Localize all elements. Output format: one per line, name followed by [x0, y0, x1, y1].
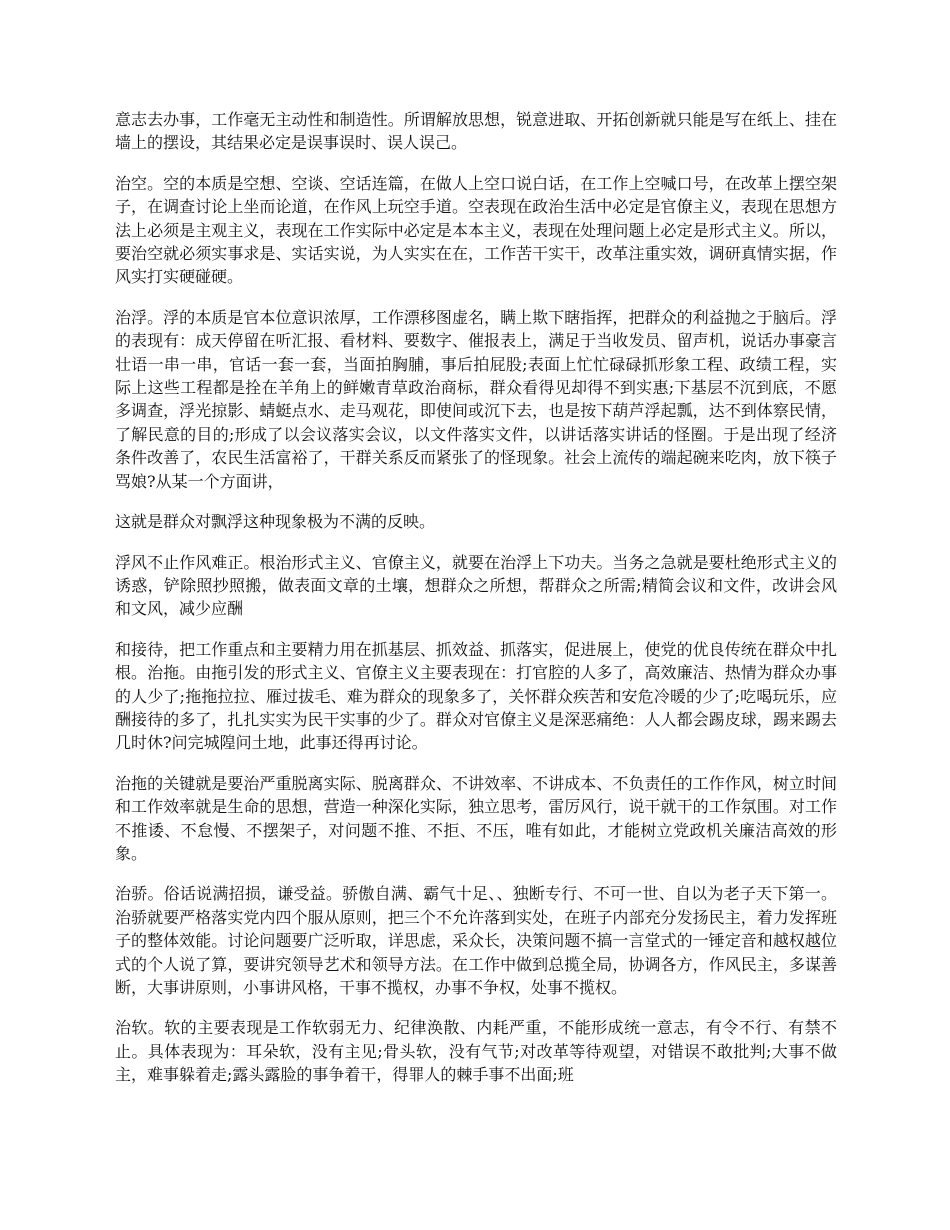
document-body — [115, 108, 837, 1104]
paragraph-treat-emptiness: 治空。空的本质是空想、空谈、空话连篇，在做人上空口说白话，在工作上空喊口号，在改革上摆空架子，在调查讨论上坐而论道，在作风上玩空手道。空表现在政治生活中必定是官僚主义，表现在思想方法上必须是主观主义，表现在工作实际中必定是本本主义，表现在处理问题上必定是形式主义。所以，要治空就必须实事求是、实话实说，为人实实在在，工作苦干实干，改革注重实效，调研真情实据，作风实打实硬碰硬。 — [115, 173, 837, 287]
paragraph-treat-delay: 和接待，把工作重点和主要精力用在抓基层、抓效益、抓落实，促进展上，使党的优良传统在群众中扎根。治拖。由拖引发的形式主义、官僚主义主要表现在：打官腔的人多了，高效廉洁、热情为群众办事的人少了;拖拖拉拉、雁过拔毛、难为群众的现象多了，关怀群众疾苦和安危冷暖的少了;吃喝玩乐，应酬接待的多了，扎扎实实为民干实事的少了。群众对官僚主义是深恶痛绝：人人都会踢皮球，踢来踢去几时休?问完城隍问土地，此事还得再讨论。 — [115, 639, 837, 753]
paragraph-will-initiative: 意志去办事，工作毫无主动性和制造性。所谓解放思想，锐意进取、开拓创新就只能是写在纸上、挂在墙上的摆设，其结果必定是误事误时、误人误己。 — [115, 110, 837, 153]
paragraph-delay-key: 治拖的关键就是要治严重脱离实际、脱离群众、不讲效率、不讲成本、不负责任的工作作风，树立时间和工作效率就是生命的思想，营造一种深化实际，独立思考，雷厉风行，说干就干的工作氛围。对工作不推诿、不怠慢、不摆架子，对问题不推、不拒、不压，唯有如此，才能树立党政机关廉洁高效的形象。 — [115, 773, 837, 863]
paragraph-floating-style: 浮风不止作风难正。根治形式主义、官僚主义，就要在治浮上下功夫。当务之急就是要杜绝形式主义的诱惑，铲除照抄照搬，做表面文章的土壤，想群众之所想，帮群众之所需;精简会议和文件，改讲会风和文风，减少应酬 — [115, 552, 837, 619]
paragraph-treat-arrogance: 治骄。俗话说满招损，谦受益。骄傲自满、霸气十足、、独断专行、不可一世、自以为老子天下第一。治骄就要严格落实党内四个服从原则，把三个不允许落到实处，在班子内部充分发扬民主，着力发挥班子的整体效能。讨论问题要广泛听取，详思虑，采众长，决策问题不搞一言堂式的一锤定音和越权越位式的个人说了算，要讲究领导艺术和领导方法。在工作中做到总揽全局，协调各方，作风民主，多谋善断，大事讲原则，小事讲风格，干事不揽权，办事不争权，处事不揽权。 — [115, 884, 837, 997]
paragraph-treat-superficiality: 治浮。浮的本质是官本位意识浓厚，工作漂移图虚名，瞒上欺下瞎指挥，把群众的利益抛之于脑后。浮的表现有：成天停留在听汇报、看材料、要数字、催报表上，满足于当收发员、留声机，说话办事豪言壮语一串一串，官话一套一套，当面拍胸脯，事后拍屁股;表面上忙忙碌碌抓形象工程、政绩工程，实际上这些工程都是拴在羊角上的鲜嫩青草政治商标，群众看得见却得不到实惠;下基层不沉到底，不愿多调查，浮光掠影、蜻蜓点水、走马观花，即使间或沉下去，也是按下葫芦浮起瓢，达不到体察民情，了解民意的目的;形成了以会议落实会议，以文件落实文件，以讲话落实讲话的怪圈。于是出现了经济条件改善了，农民生活富裕了，干群关系反而紧张了的怪现象。社会上流传的端起碗来吃肉，放下筷子骂娘?从某一个方面讲， — [115, 307, 837, 491]
paragraph-public-discontent: 这就是群众对飘浮这种现象极为不满的反映。 — [115, 512, 436, 532]
paragraph-treat-weakness: 治软。软的主要表现是工作软弱无力、纪律涣散、内耗严重，不能形成统一意志，有令不行、有禁不止。具体表现为：耳朵软，没有主见;骨头软，没有气节;对改革等待观望，对错误不敢批判;大事不做主，难事躲着走;露头露脸的事争着干，得罪人的棘手事不出面;班 — [115, 1018, 837, 1085]
